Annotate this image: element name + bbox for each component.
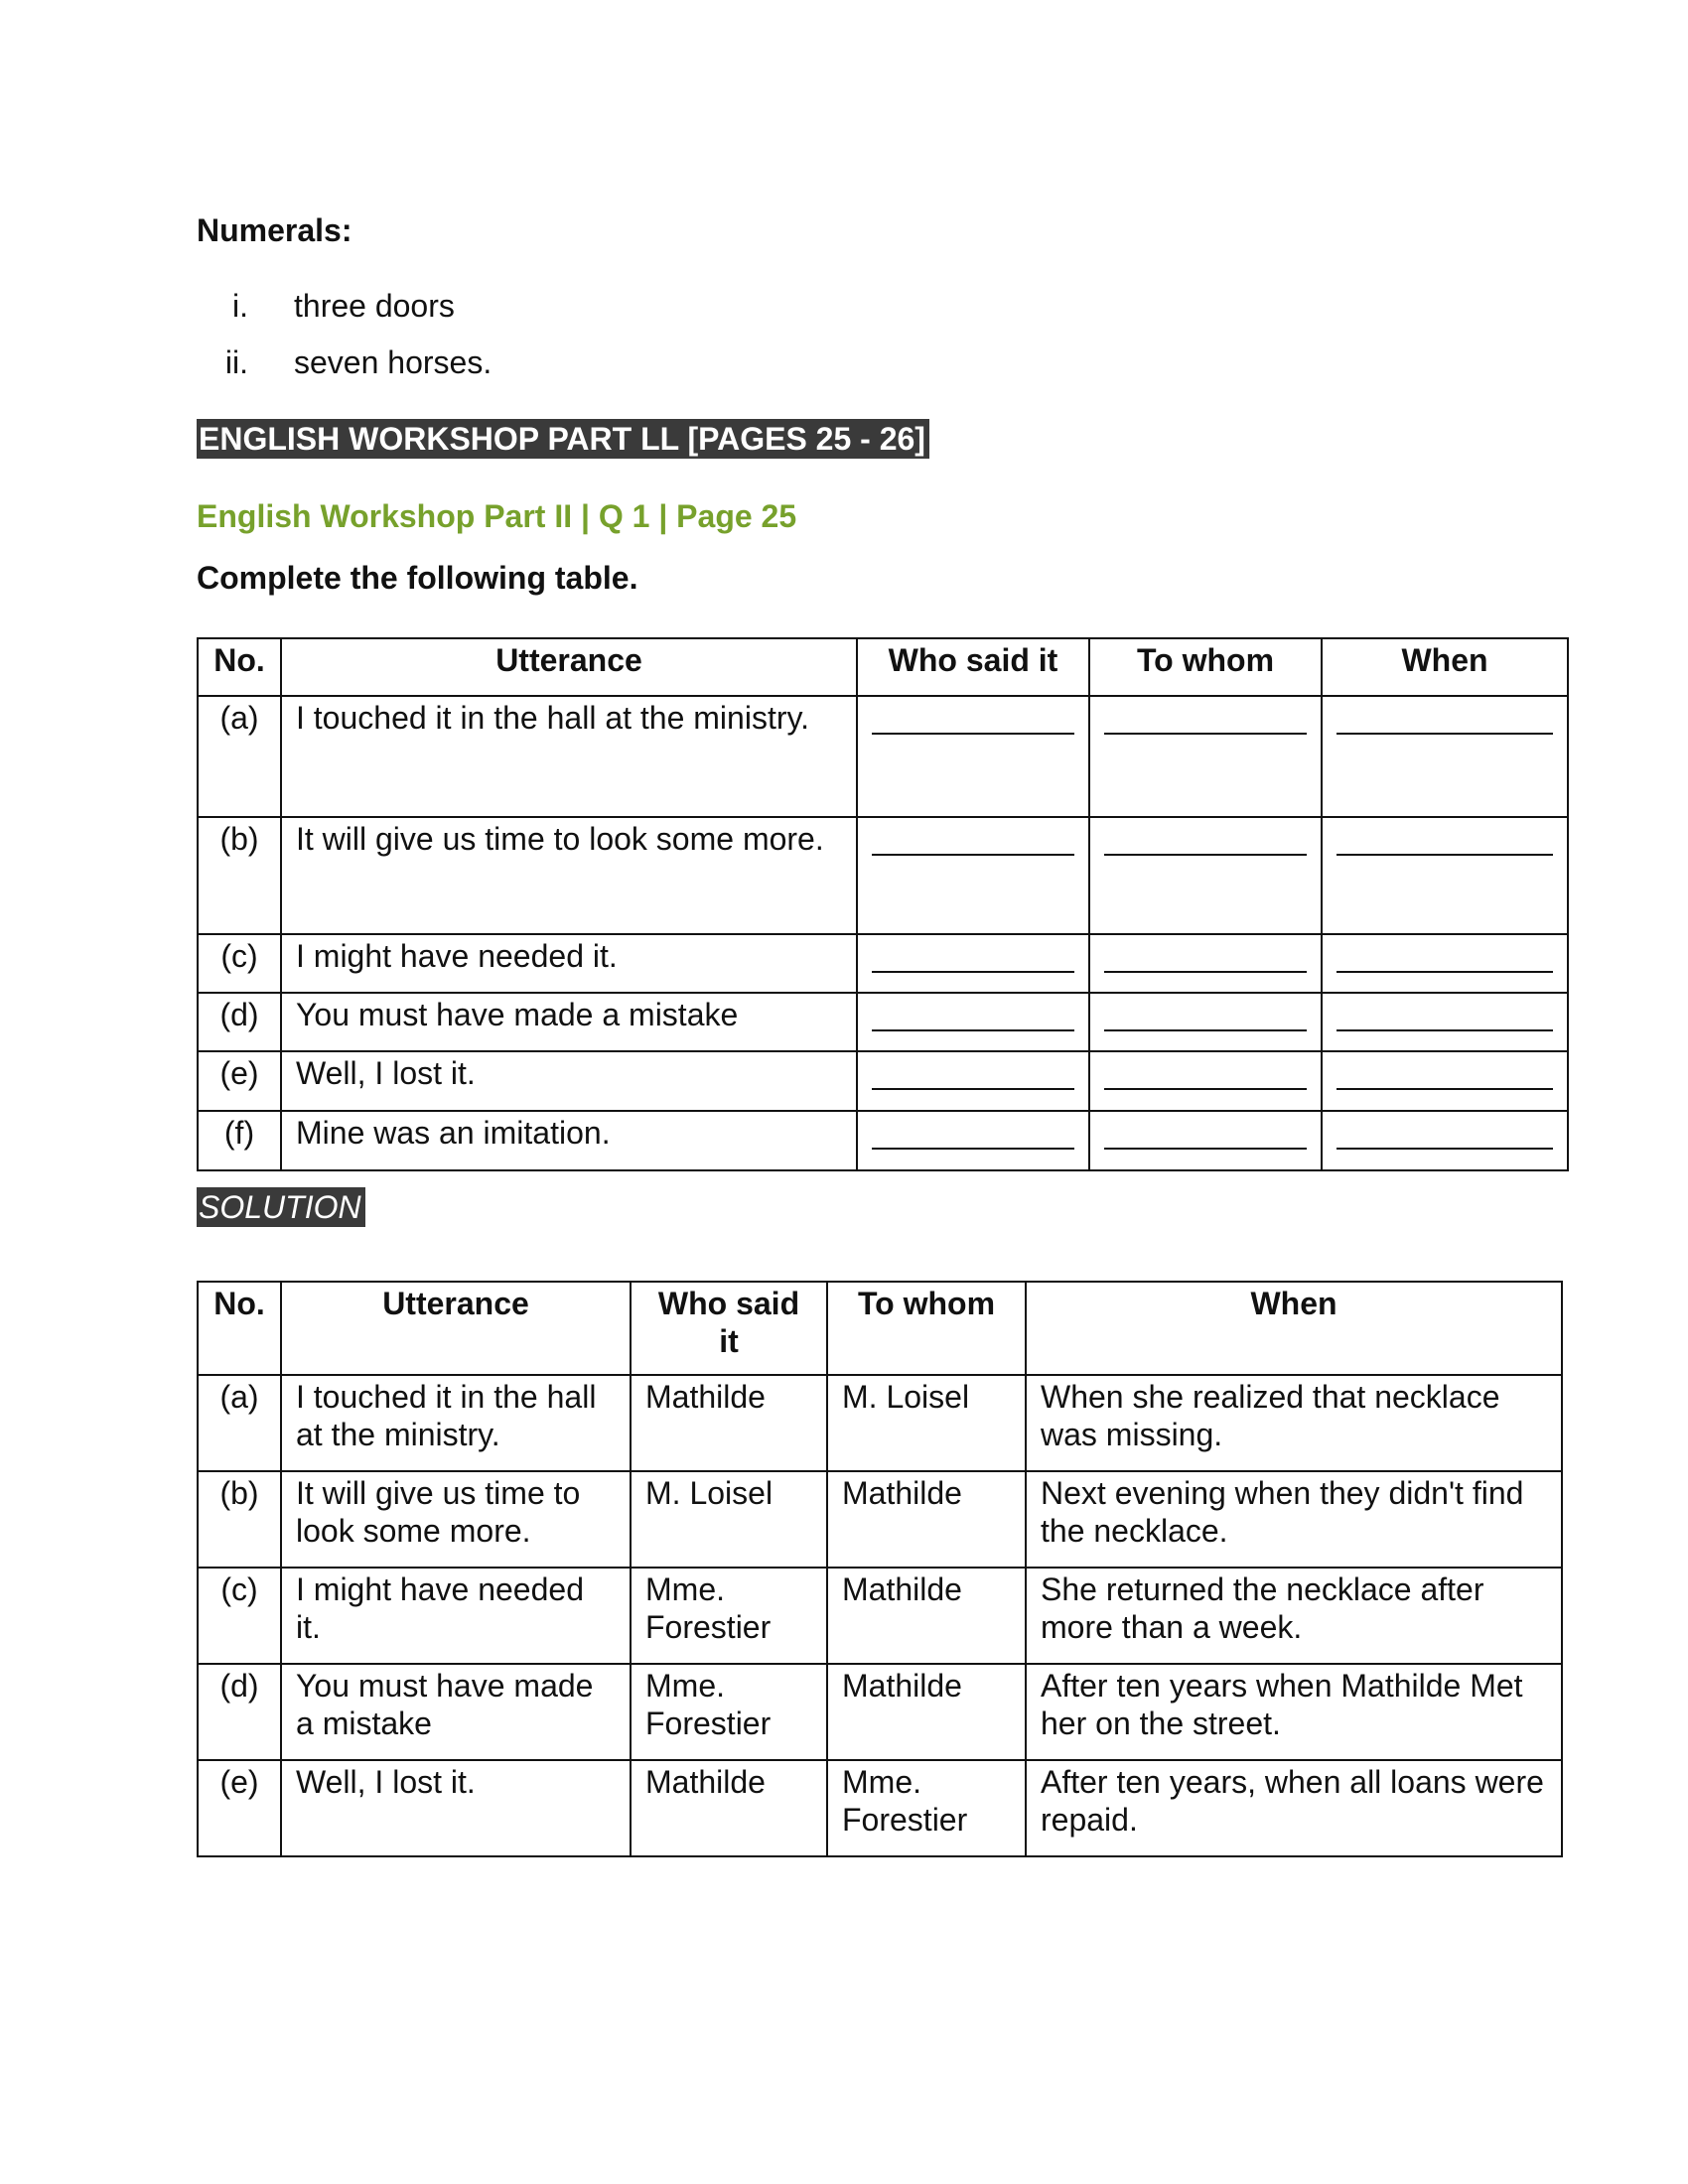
list-marker: i. — [232, 288, 248, 324]
row-number: (e) — [198, 1051, 281, 1111]
answer-blank-to-whom[interactable] — [1089, 1111, 1322, 1170]
list-item-text: seven horses. — [294, 344, 492, 380]
to-whom-cell: Mathilde — [827, 1568, 1026, 1664]
blank-line — [1104, 1029, 1307, 1031]
who-said-cell: Mathilde — [631, 1375, 827, 1471]
when-cell: After ten years, when all loans were repaid. — [1026, 1760, 1562, 1856]
table-row — [198, 696, 1568, 817]
utterance-cell: I touched it in the hall at the ministry. — [281, 1375, 631, 1471]
when-cell: When she realized that necklace was missing. — [1026, 1375, 1562, 1471]
answer-blank-to-whom[interactable] — [1089, 817, 1322, 934]
utterance-cell: You must have made a mistake — [281, 1664, 631, 1760]
answer-blank-who[interactable] — [857, 934, 1089, 993]
solution-table — [197, 1281, 1563, 1857]
utterance-cell: I might have needed it. — [281, 1568, 631, 1664]
blank-line — [1104, 1148, 1307, 1150]
answer-blank-who[interactable] — [857, 1111, 1089, 1170]
row-number: (b) — [198, 817, 281, 934]
answer-blank-when[interactable] — [1322, 993, 1568, 1051]
when-cell: Next evening when they didn't find the necklace. — [1026, 1471, 1562, 1568]
answer-blank-who[interactable] — [857, 696, 1089, 817]
table-row — [198, 1111, 1568, 1170]
blank-line — [1336, 971, 1553, 973]
table-header-row — [198, 638, 1568, 696]
utterance-cell: You must have made a mistake — [281, 993, 857, 1051]
row-number: (d) — [198, 993, 281, 1051]
utterance-cell: Mine was an imitation. — [281, 1111, 857, 1170]
blank-line — [872, 854, 1074, 856]
answer-blank-who[interactable] — [857, 817, 1089, 934]
utterance-cell: Well, I lost it. — [281, 1760, 631, 1856]
answer-blank-when[interactable] — [1322, 817, 1568, 934]
utterance-cell: Well, I lost it. — [281, 1051, 857, 1111]
who-said-cell: Mme. Forestier — [631, 1664, 827, 1760]
blank-line — [1104, 854, 1307, 856]
table-row — [198, 1664, 1562, 1760]
to-whom-cell: Mathilde — [827, 1471, 1026, 1568]
row-number: (d) — [198, 1664, 281, 1760]
table-row — [198, 1051, 1568, 1111]
utterance-cell: I might have needed it. — [281, 934, 857, 993]
header-utterance: Utterance — [281, 1282, 631, 1375]
who-said-cell: Mme. Forestier — [631, 1568, 827, 1664]
blank-line — [872, 733, 1074, 735]
when-cell: She returned the necklace after more than a week. — [1026, 1568, 1562, 1664]
blank-line — [1104, 733, 1307, 735]
answer-blank-to-whom[interactable] — [1089, 1051, 1322, 1111]
to-whom-cell: Mathilde — [827, 1664, 1026, 1760]
table-row — [198, 1375, 1562, 1471]
table-row — [198, 934, 1568, 993]
solution-banner: SOLUTION — [197, 1187, 365, 1227]
answer-blank-when[interactable] — [1322, 1111, 1568, 1170]
answer-blank-when[interactable] — [1322, 696, 1568, 817]
blank-line — [1336, 1148, 1553, 1150]
row-number: (b) — [198, 1471, 281, 1568]
table-row — [198, 1471, 1562, 1568]
header-when: When — [1026, 1282, 1562, 1375]
header-to-whom: To whom — [827, 1282, 1026, 1375]
header-to-whom: To whom — [1089, 638, 1322, 696]
row-number: (f) — [198, 1111, 281, 1170]
blank-line — [1104, 971, 1307, 973]
row-number: (c) — [198, 934, 281, 993]
question-table — [197, 637, 1569, 1171]
who-said-cell: M. Loisel — [631, 1471, 827, 1568]
answer-blank-who[interactable] — [857, 1051, 1089, 1111]
table-row — [198, 993, 1568, 1051]
section-banner: ENGLISH WORKSHOP PART LL [PAGES 25 - 26] — [197, 419, 929, 459]
list-marker: ii. — [224, 344, 248, 380]
blank-line — [872, 1088, 1074, 1090]
blank-line — [872, 1029, 1074, 1031]
row-number: (e) — [198, 1760, 281, 1856]
header-no: No. — [198, 1282, 281, 1375]
utterance-cell: It will give us time to look some more. — [281, 817, 857, 934]
table-row — [198, 817, 1568, 934]
to-whom-cell: M. Loisel — [827, 1375, 1026, 1471]
row-number: (a) — [198, 696, 281, 817]
header-no: No. — [198, 638, 281, 696]
blank-line — [1336, 854, 1553, 856]
answer-blank-when[interactable] — [1322, 934, 1568, 993]
instruction-text: Complete the following table. — [197, 560, 638, 596]
row-number: (c) — [198, 1568, 281, 1664]
header-who-said-it: Who said it — [631, 1282, 827, 1375]
row-number: (a) — [198, 1375, 281, 1471]
when-cell: After ten years when Mathilde Met her on the street. — [1026, 1664, 1562, 1760]
answer-blank-to-whom[interactable] — [1089, 993, 1322, 1051]
answer-blank-when[interactable] — [1322, 1051, 1568, 1111]
header-utterance: Utterance — [281, 638, 857, 696]
table-row — [198, 1568, 1562, 1664]
utterance-cell: It will give us time to look some more. — [281, 1471, 631, 1568]
table-header-row — [198, 1282, 1562, 1375]
utterance-cell: I touched it in the hall at the ministry. — [281, 696, 857, 817]
who-said-cell: Mathilde — [631, 1760, 827, 1856]
list-item-text: three doors — [294, 288, 455, 324]
blank-line — [1336, 733, 1553, 735]
numerals-heading: Numerals: — [197, 212, 352, 248]
question-heading: English Workshop Part II | Q 1 | Page 25 — [197, 498, 797, 534]
blank-line — [872, 1148, 1074, 1150]
blank-line — [872, 971, 1074, 973]
answer-blank-to-whom[interactable] — [1089, 934, 1322, 993]
answer-blank-who[interactable] — [857, 993, 1089, 1051]
blank-line — [1336, 1088, 1553, 1090]
to-whom-cell: Mme. Forestier — [827, 1760, 1026, 1856]
answer-blank-to-whom[interactable] — [1089, 696, 1322, 817]
table-row — [198, 1760, 1562, 1856]
header-when: When — [1322, 638, 1568, 696]
blank-line — [1104, 1088, 1307, 1090]
header-who-said-it: Who said it — [857, 638, 1089, 696]
blank-line — [1336, 1029, 1553, 1031]
